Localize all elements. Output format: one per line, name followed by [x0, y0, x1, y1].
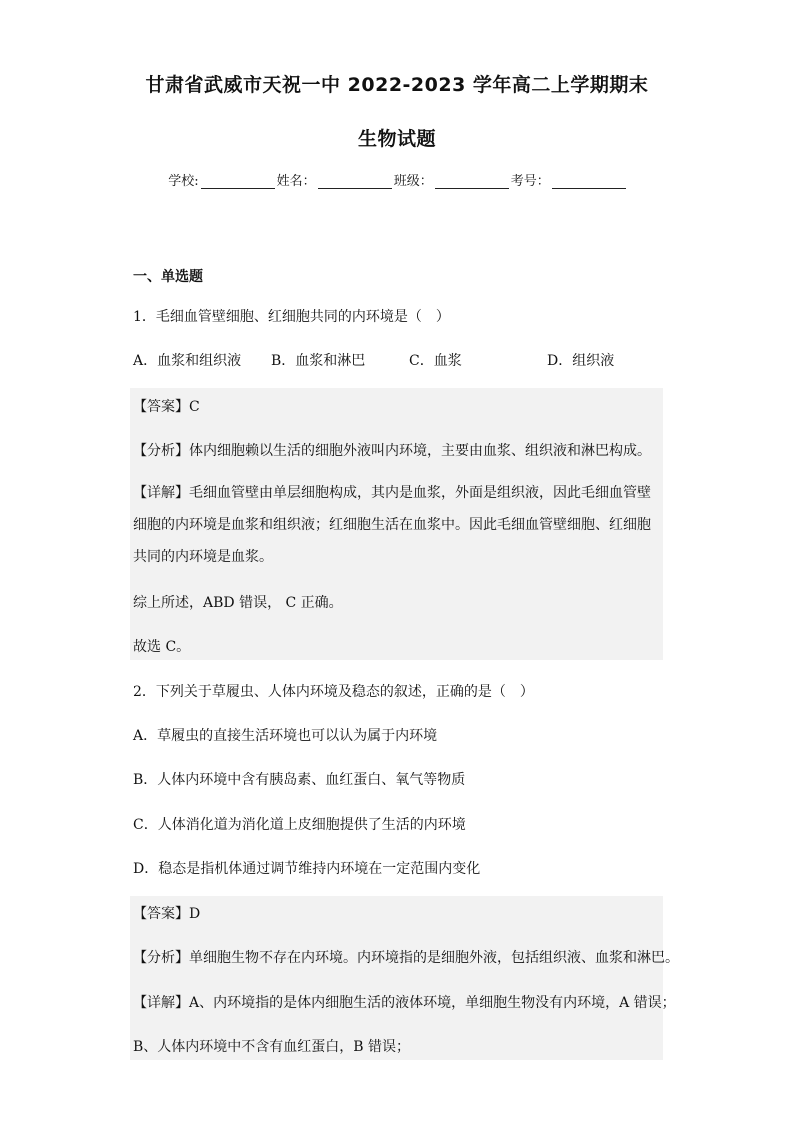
section-heading: 一、单选题: [133, 269, 203, 285]
q2-option-b: B．人体内环境中含有胰岛素、血红蛋白、氧气等物质: [133, 772, 466, 788]
q1-detail: 【详解】毛细血管壁由单层细胞构成，其内是血浆，外面是组织液，因此毛细血管壁细胞的内环境是血浆和组织液；红细胞生活在血浆中。因此毛细血管壁细胞、红细胞共同的内环境是血浆。: [133, 485, 651, 565]
q2-option-a: A．草履虫的直接生活环境也可以认为属于内环境: [133, 728, 438, 744]
q1-option-b: B．血浆和淋巴: [271, 353, 366, 369]
name-blank[interactable]: [318, 174, 392, 189]
doc-title-line1: 甘肃省武威市天祝一中 2022-2023 学年高二上学期期末: [145, 74, 649, 96]
q1-option-c: C．血浆: [409, 353, 462, 369]
q1-summary: 综上所述，ABD 错误， C 正确。: [133, 595, 343, 611]
q1-option-a: A．血浆和组织液: [133, 353, 242, 369]
q2-detail-b: B、人体内环境中不含有血红蛋白，B 错误；: [133, 1039, 411, 1055]
class-field[interactable]: [394, 170, 509, 189]
name-label: 姓名：: [276, 174, 316, 189]
q2-analysis: 【分析】单细胞生物不存在内环境。内环境指的是细胞外液，包括组织液、血浆和淋巴。: [133, 950, 679, 966]
class-label: 班级：: [393, 174, 433, 189]
q1-stem: 1．毛细血管壁细胞、红细胞共同的内环境是（ ）: [133, 309, 450, 325]
number-blank[interactable]: [552, 174, 626, 189]
student-info-row: [0, 170, 794, 189]
q2-stem: 2．下列关于草履虫、人体内环境及稳态的叙述，正确的是（ ）: [133, 684, 534, 700]
q1-choice: 故选 C。: [133, 639, 191, 655]
class-blank[interactable]: [435, 174, 509, 189]
school-blank[interactable]: [201, 174, 275, 189]
doc-title-line2: 生物试题: [357, 128, 436, 150]
q1-option-d: D．组织液: [547, 353, 615, 369]
number-field[interactable]: [511, 170, 626, 189]
q1-answer: 【答案】C: [133, 399, 200, 415]
q2-option-d: D．稳态是指机体通过调节维持内环境在一定范围内变化: [133, 861, 481, 877]
name-field[interactable]: [277, 170, 392, 189]
school-field[interactable]: [168, 170, 274, 189]
q2-answer: 【答案】D: [133, 906, 201, 922]
q1-analysis: 【分析】体内细胞赖以生活的细胞外液叫内环境，主要由血浆、组织液和淋巴构成。: [133, 443, 651, 459]
q2-detail: 【详解】A、内环境指的是体内细胞生活的液体环境，单细胞生物没有内环境，A 错误；: [133, 995, 676, 1011]
number-label: 考号：: [510, 174, 550, 189]
school-label: 学校:: [168, 174, 199, 189]
q2-option-c: C．人体消化道为消化道上皮细胞提供了生活的内环境: [133, 817, 466, 833]
